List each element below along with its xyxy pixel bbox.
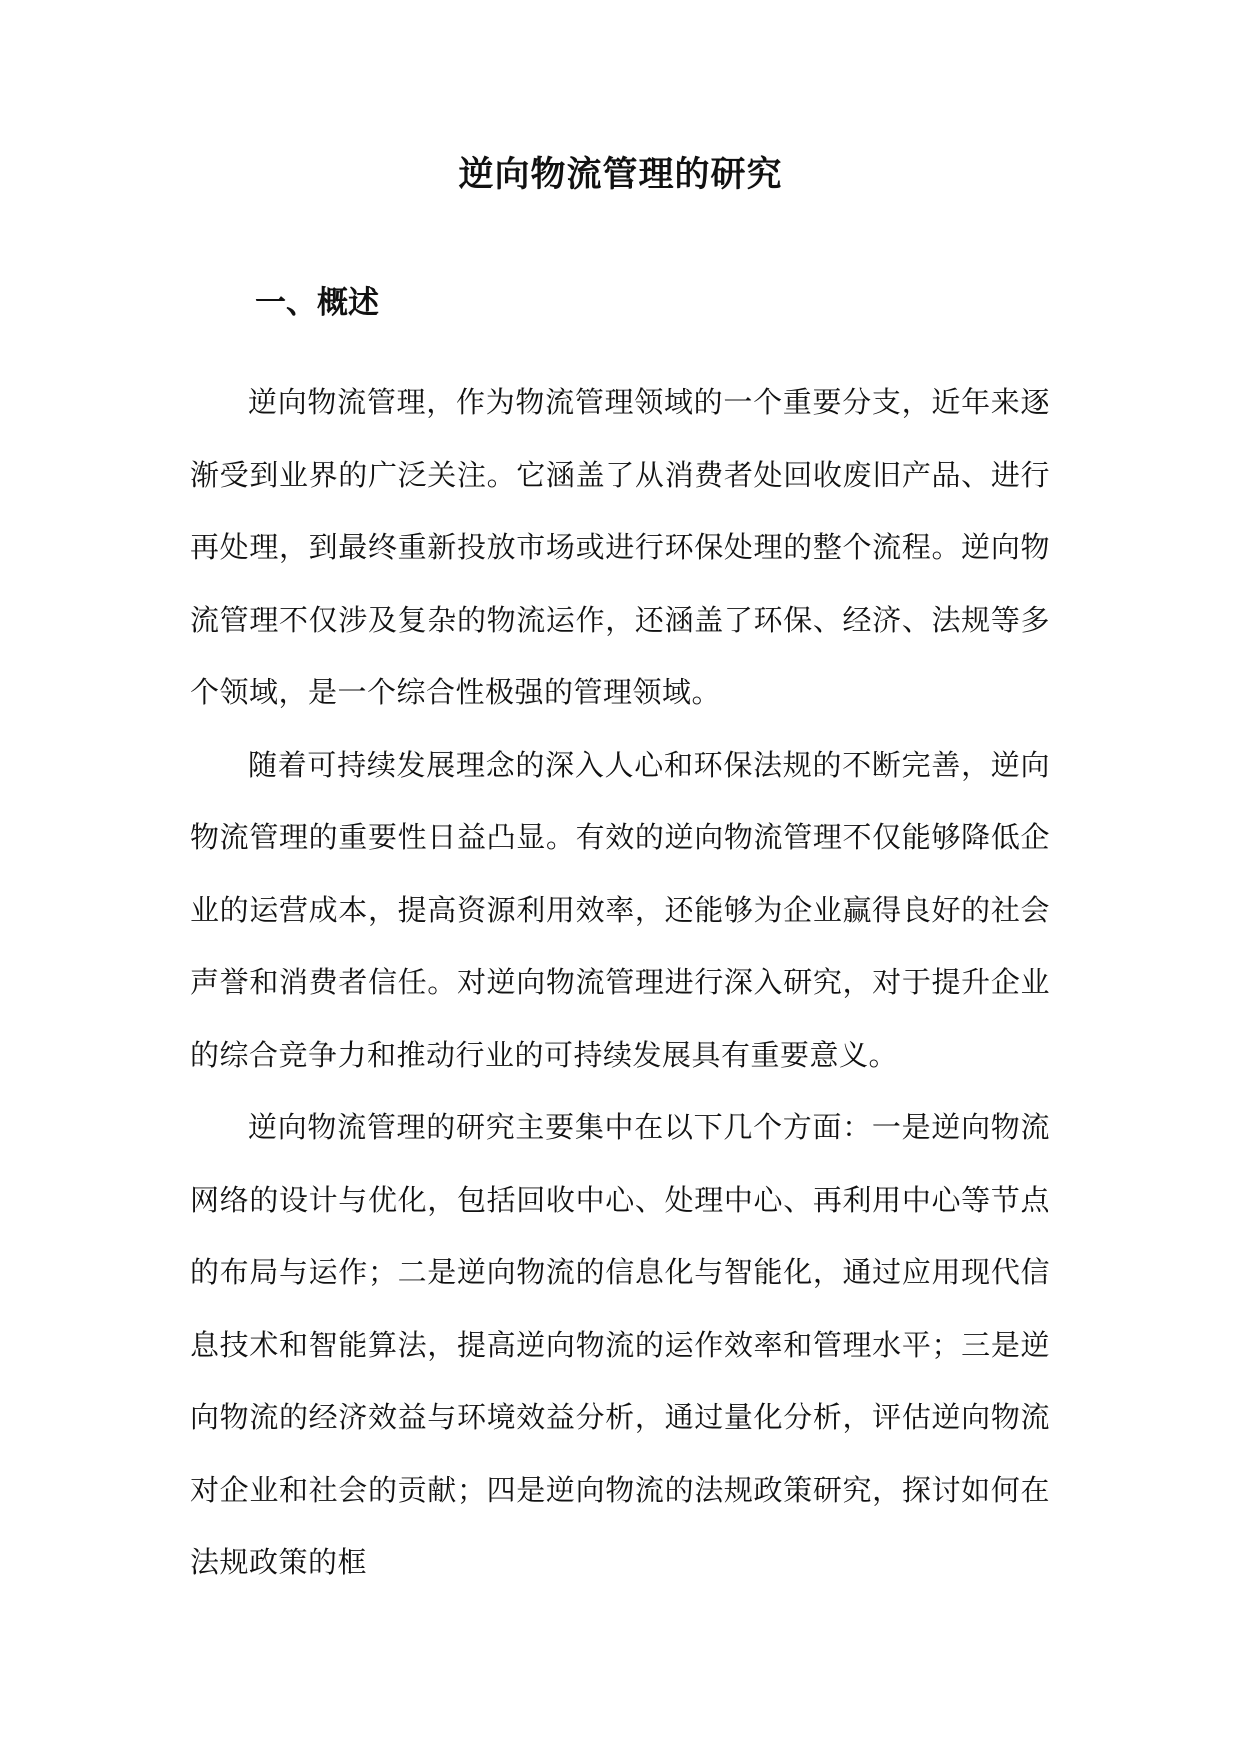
paragraph-overview-2: 随着可持续发展理念的深入人心和环保法规的不断完善，逆向物流管理的重要性日益凸显。有效的逆向物流管理不仅能够降低企业的运营成本，提高资源利用效率，还能够为企业赢得良好的社会声誉和消费者信任。对逆向物流管理进行深入研究，对于提升企业的综合竞争力和推动行业的可持续发展具有重要意义。 <box>190 747 1050 1072</box>
document-title: 逆向物流管理的研究 <box>458 154 783 195</box>
body-text <box>190 366 1050 1599</box>
paragraph-overview-3: 逆向物流管理的研究主要集中在以下几个方面：一是逆向物流网络的设计与优化，包括回收中心、处理中心、再利用中心等节点的布局与运作；二是逆向物流的信息化与智能化，通过应用现代信息技术和智能算法，提高逆向物流的运作效率和管理水平；三是逆向物流的经济效益与环境效益分析，通过量化分析，评估逆向物流对企业和社会的贡献；四是逆向物流的法规政策研究，探讨如何在法规政策的框 <box>190 1110 1050 1579</box>
paragraph-overview-1: 逆向物流管理，作为物流管理领域的一个重要分支，近年来逐渐受到业界的广泛关注。它涵盖了从消费者处回收废旧产品、进行再处理，到最终重新投放市场或进行环保处理的整个流程。逆向物流管理不仅涉及复杂的物流运作，还涵盖了环保、经济、法规等多个领域，是一个综合性极强的管理领域。 <box>190 385 1050 709</box>
section-heading: 一、概述 <box>255 285 379 321</box>
